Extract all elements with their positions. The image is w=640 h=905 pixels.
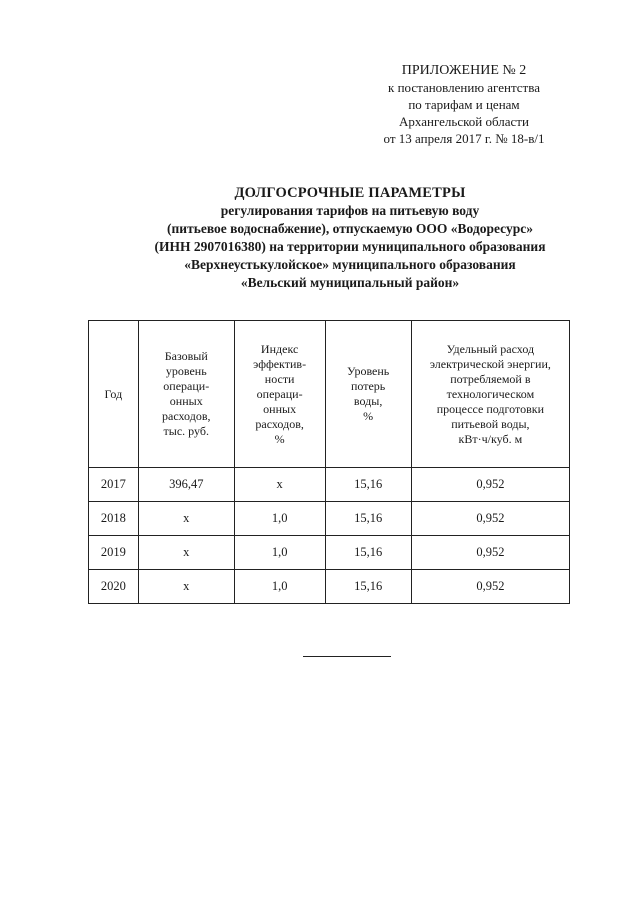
cell-year: 2019: [89, 536, 139, 570]
table-row: [89, 502, 570, 536]
appendix-heading: ПРИЛОЖЕНИЕ № 2: [401, 63, 527, 78]
table-row: [89, 536, 570, 570]
title-line: (ИНН 2907016380) на территории муниципального образования: [154, 239, 546, 254]
header-base-level-label: Базовый уровень операци- онных расходов, тыс. руб.: [162, 349, 211, 438]
cell-base-level: х: [138, 536, 234, 570]
cell-base-level: 396,47: [138, 468, 234, 502]
header-efficiency-index: [234, 321, 325, 468]
cell-efficiency-index: х: [234, 468, 325, 502]
document-title: [70, 184, 630, 292]
header-efficiency-index-label: Индекс эффектив- ности операци- онных расходов, %: [253, 341, 307, 446]
cell-energy-consumption: 0,952: [411, 570, 569, 604]
header-year: [89, 321, 139, 468]
header-energy-consumption: [411, 321, 569, 468]
title-line: (питьевое водоснабжение), отпускаемую ООО «Водоресурс»: [167, 221, 533, 236]
header-base-level: [138, 321, 234, 468]
cell-efficiency-index: 1,0: [234, 536, 325, 570]
appendix-block: [330, 62, 598, 147]
cell-efficiency-index: 1,0: [234, 570, 325, 604]
cell-energy-consumption: 0,952: [411, 536, 569, 570]
title-line: «Вельский муниципальный район»: [240, 275, 460, 290]
cell-base-level: х: [138, 502, 234, 536]
appendix-line: по тарифам и ценам: [408, 97, 520, 112]
cell-base-level: х: [138, 570, 234, 604]
cell-water-loss: 15,16: [325, 536, 411, 570]
cell-water-loss: 15,16: [325, 468, 411, 502]
appendix-date-line: от 13 апреля 2017 г. № 18-в/1: [383, 131, 545, 146]
parameters-table: [88, 320, 570, 604]
table-row: [89, 468, 570, 502]
cell-energy-consumption: 0,952: [411, 502, 569, 536]
table-row: [89, 570, 570, 604]
appendix-line: к постановлению агентства: [388, 80, 540, 95]
cell-year: 2017: [89, 468, 139, 502]
cell-water-loss: 15,16: [325, 502, 411, 536]
appendix-line: Архангельской области: [399, 114, 529, 129]
cell-water-loss: 15,16: [325, 570, 411, 604]
cell-year: 2020: [89, 570, 139, 604]
header-energy-consumption-label: Удельный расход электрической энергии, потребляемой в технологическом процессе подготовки питьевой воды, кВт·ч/куб. м: [429, 341, 551, 446]
cell-energy-consumption: 0,952: [411, 468, 569, 502]
title-line: «Верхнеустькулойское» муниципального образования: [184, 257, 516, 272]
header-water-loss-label: Уровень потерь воды, %: [347, 364, 390, 423]
cell-efficiency-index: 1,0: [234, 502, 325, 536]
cell-year: 2018: [89, 502, 139, 536]
title-line: регулирования тарифов на питьевую воду: [220, 203, 480, 218]
header-water-loss: [325, 321, 411, 468]
closing-divider-line: [303, 656, 391, 657]
header-year-label: Год: [104, 386, 123, 401]
title-heading: ДОЛГОСРОЧНЫЕ ПАРАМЕТРЫ: [234, 185, 466, 201]
table-header-row: [89, 321, 570, 468]
